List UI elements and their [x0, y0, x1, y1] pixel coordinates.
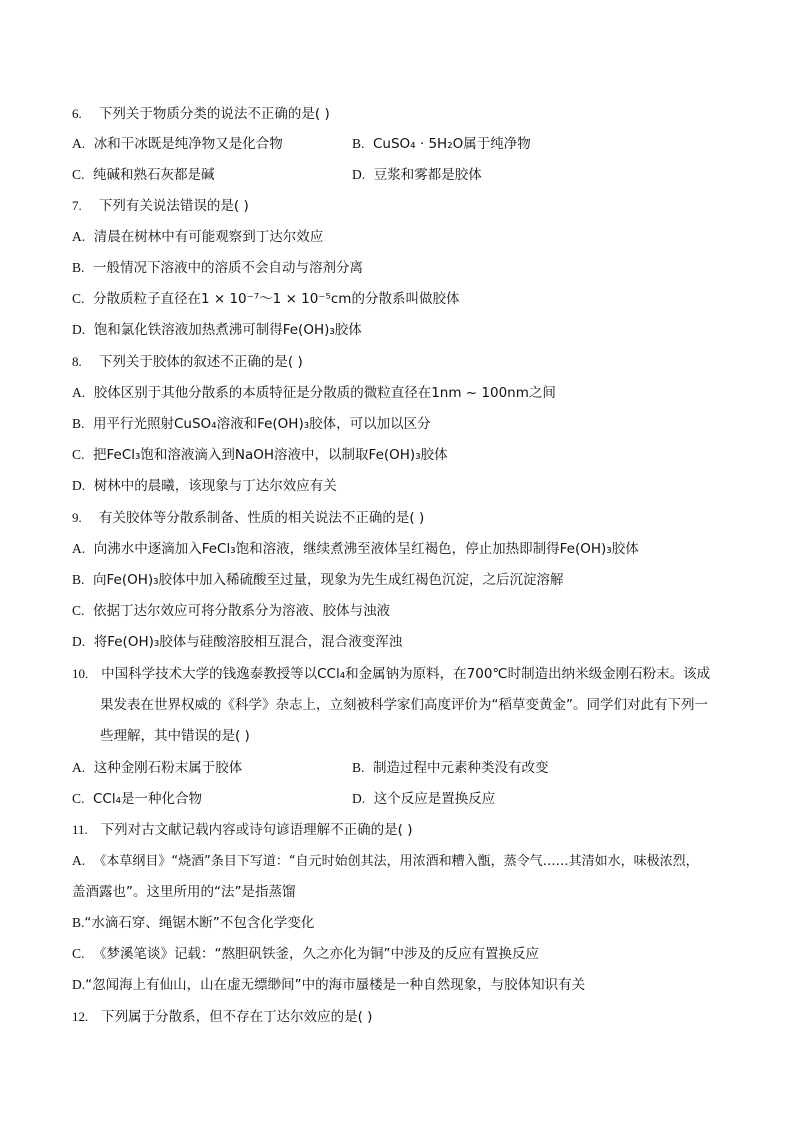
question-9-option-b [72, 570, 564, 590]
option-label: D. [72, 478, 86, 493]
option-label: C. [72, 791, 85, 806]
question-10-stem-line-1 [72, 664, 710, 684]
question-number: 9. [72, 510, 82, 525]
question-text: 下列关于胶体的叙述不正确的是( ) [98, 354, 303, 370]
option-text: 依据丁达尔效应可将分散系分为溶液、胶体与浊液 [92, 603, 390, 619]
question-text: 中国科学技术大学的钱逸泰教授等以CCl₄和金属钠为原料，在700℃时制造出纳米级金刚石粉末。该成 [101, 666, 711, 682]
option-text: 纯碱和熟石灰都是碱 [92, 167, 215, 183]
option-label: D. [72, 322, 86, 337]
option-d [352, 789, 495, 809]
option-b [352, 758, 548, 778]
question-text: 下列属于分散系，但不存在丁达尔效应的是( ) [101, 1009, 373, 1025]
option-label: C. [72, 447, 85, 462]
question-number: 6. [72, 106, 82, 121]
option-text: 清晨在树林中有可能观察到丁达尔效应 [93, 229, 324, 245]
option-label: A. [72, 760, 86, 775]
question-number: 7. [72, 198, 82, 213]
question-8-stem [72, 352, 303, 372]
option-text: CuSO₄ · 5H₂O属于纯净物 [372, 136, 531, 152]
option-text: 盖酒露也”。这里所用的“法”是指蒸馏 [72, 884, 296, 900]
option-d [352, 165, 482, 185]
option-label: A. [72, 136, 86, 151]
option-label: D. [72, 634, 86, 649]
option-label: B. [72, 915, 85, 930]
option-text: 把FeCl₃饱和溶液滴入到NaOH溶液中，以制取Fe(OH)₃胶体 [92, 447, 448, 463]
option-text: 饱和氯化铁溶液加热煮沸可制得Fe(OH)₃胶体 [93, 322, 362, 338]
question-10-stem-line-3 [100, 726, 250, 746]
option-label: A. [72, 853, 86, 868]
question-11-option-a-line-2 [72, 882, 295, 902]
question-9-stem [72, 508, 424, 528]
option-text: 这种金刚石粉末属于胶体 [93, 760, 243, 776]
option-text: 这个反应是置换反应 [373, 791, 496, 807]
option-label: B. [72, 260, 85, 275]
question-7-stem [72, 196, 249, 216]
option-label: D. [72, 977, 86, 992]
question-6-stem [72, 104, 330, 124]
option-text: 用平行光照射CuSO₄溶液和Fe(OH)₃胶体，可以加以区分 [92, 416, 431, 432]
option-label: C. [72, 167, 85, 182]
question-9-option-c [72, 601, 390, 621]
question-11-option-a-line-1 [72, 851, 699, 872]
option-b [352, 134, 531, 154]
option-label: C. [72, 291, 85, 306]
question-text: 有关胶体等分散系制备、性质的相关说法不正确的是( ) [98, 510, 425, 526]
question-7-option-b [72, 258, 363, 278]
option-label: D. [352, 791, 366, 806]
question-8-option-b [72, 414, 431, 434]
option-text: 将Fe(OH)₃胶体与硅酸溶胶相互混合，混合液变浑浊 [93, 634, 403, 650]
option-text: 《梦溪笔谈》记载：“熬胆矾铁釜，久之亦化为铜”中涉及的反应有置换反应 [92, 946, 539, 962]
option-label: C. [72, 946, 85, 961]
option-text: 分散质粒子直径在1 × 10⁻⁷～1 × 10⁻⁵cm的分散系叫做胶体 [92, 291, 460, 307]
option-text: 豆浆和雾都是胶体 [373, 167, 482, 183]
option-label: B. [72, 416, 85, 431]
option-text: CCl₄是一种化合物 [92, 791, 202, 807]
question-11-stem [72, 820, 412, 840]
question-7-option-c [72, 289, 459, 309]
option-text: “忽闻海上有仙山，山在虚无缥缈间”中的海市蜃楼是一种自然现象，与胶体知识有关 [85, 977, 586, 993]
option-text: 《本草纲目》“烧酒”条目下写道：“自元时始创其法，用浓酒和糟入甑，蒸令气……其清如水，味极浓烈， [93, 854, 699, 869]
question-10-stem-line-2 [100, 695, 708, 715]
question-8-option-d [72, 476, 337, 496]
question-number: 8. [72, 354, 82, 369]
option-label: A. [72, 541, 86, 556]
question-text: 下列关于物质分类的说法不正确的是( ) [98, 106, 330, 122]
question-11-option-d [72, 975, 585, 995]
question-11-option-b [72, 913, 314, 933]
question-11-option-c [72, 944, 539, 964]
question-8-option-c [72, 445, 448, 465]
question-10-options-row-1 [72, 758, 772, 778]
option-text: 冰和干冰既是纯净物又是化合物 [93, 136, 283, 152]
question-9-option-a [72, 539, 639, 559]
option-text: 树林中的晨曦，该现象与丁达尔效应有关 [93, 478, 337, 494]
question-text: 果发表在世界权威的《科学》杂志上，立刻被科学家们高度评价为“稻草变黄金”。同学们对此有下列一 [100, 697, 708, 713]
option-label: A. [72, 385, 86, 400]
option-text: 向沸水中逐滴加入FeCl₃饱和溶液，继续煮沸至液体呈红褐色，停止加热即制得Fe(OH)₃胶体 [93, 541, 639, 557]
option-text: “水滴石穿、绳锯木断”不包含化学变化 [84, 915, 315, 931]
question-text: 些理解，其中错误的是( ) [100, 728, 250, 744]
option-label: B. [72, 572, 85, 587]
option-text: 一般情况下溶液中的溶质不会自动与溶剂分离 [92, 260, 363, 276]
option-label: C. [72, 603, 85, 618]
question-6-options-row-1 [72, 134, 772, 154]
question-7-option-a [72, 227, 323, 247]
option-label: B. [352, 136, 365, 151]
question-number: 11. [72, 822, 88, 837]
option-label: B. [352, 760, 365, 775]
option-label: A. [72, 229, 86, 244]
question-7-option-d [72, 320, 362, 340]
question-9-option-d [72, 632, 402, 652]
option-text: 向Fe(OH)₃胶体中加入稀硫酸至过量，现象为先生成红褐色沉淀，之后沉淀溶解 [92, 572, 564, 588]
question-number: 12. [72, 1009, 89, 1024]
question-text: 下列对古文献记载内容或诗句谚语理解不正确的是( ) [100, 822, 413, 838]
question-10-options-row-2 [72, 789, 772, 809]
question-8-option-a [72, 383, 556, 403]
option-label: D. [352, 167, 366, 182]
question-12-stem [72, 1007, 372, 1027]
question-6-options-row-2 [72, 165, 772, 185]
question-number: 10. [72, 666, 89, 681]
question-text: 下列有关说法错误的是( ) [98, 198, 249, 214]
option-text: 胶体区别于其他分散系的本质特征是分散质的微粒直径在1nm ~ 100nm之间 [93, 385, 556, 401]
option-text: 制造过程中元素种类没有改变 [372, 760, 549, 776]
